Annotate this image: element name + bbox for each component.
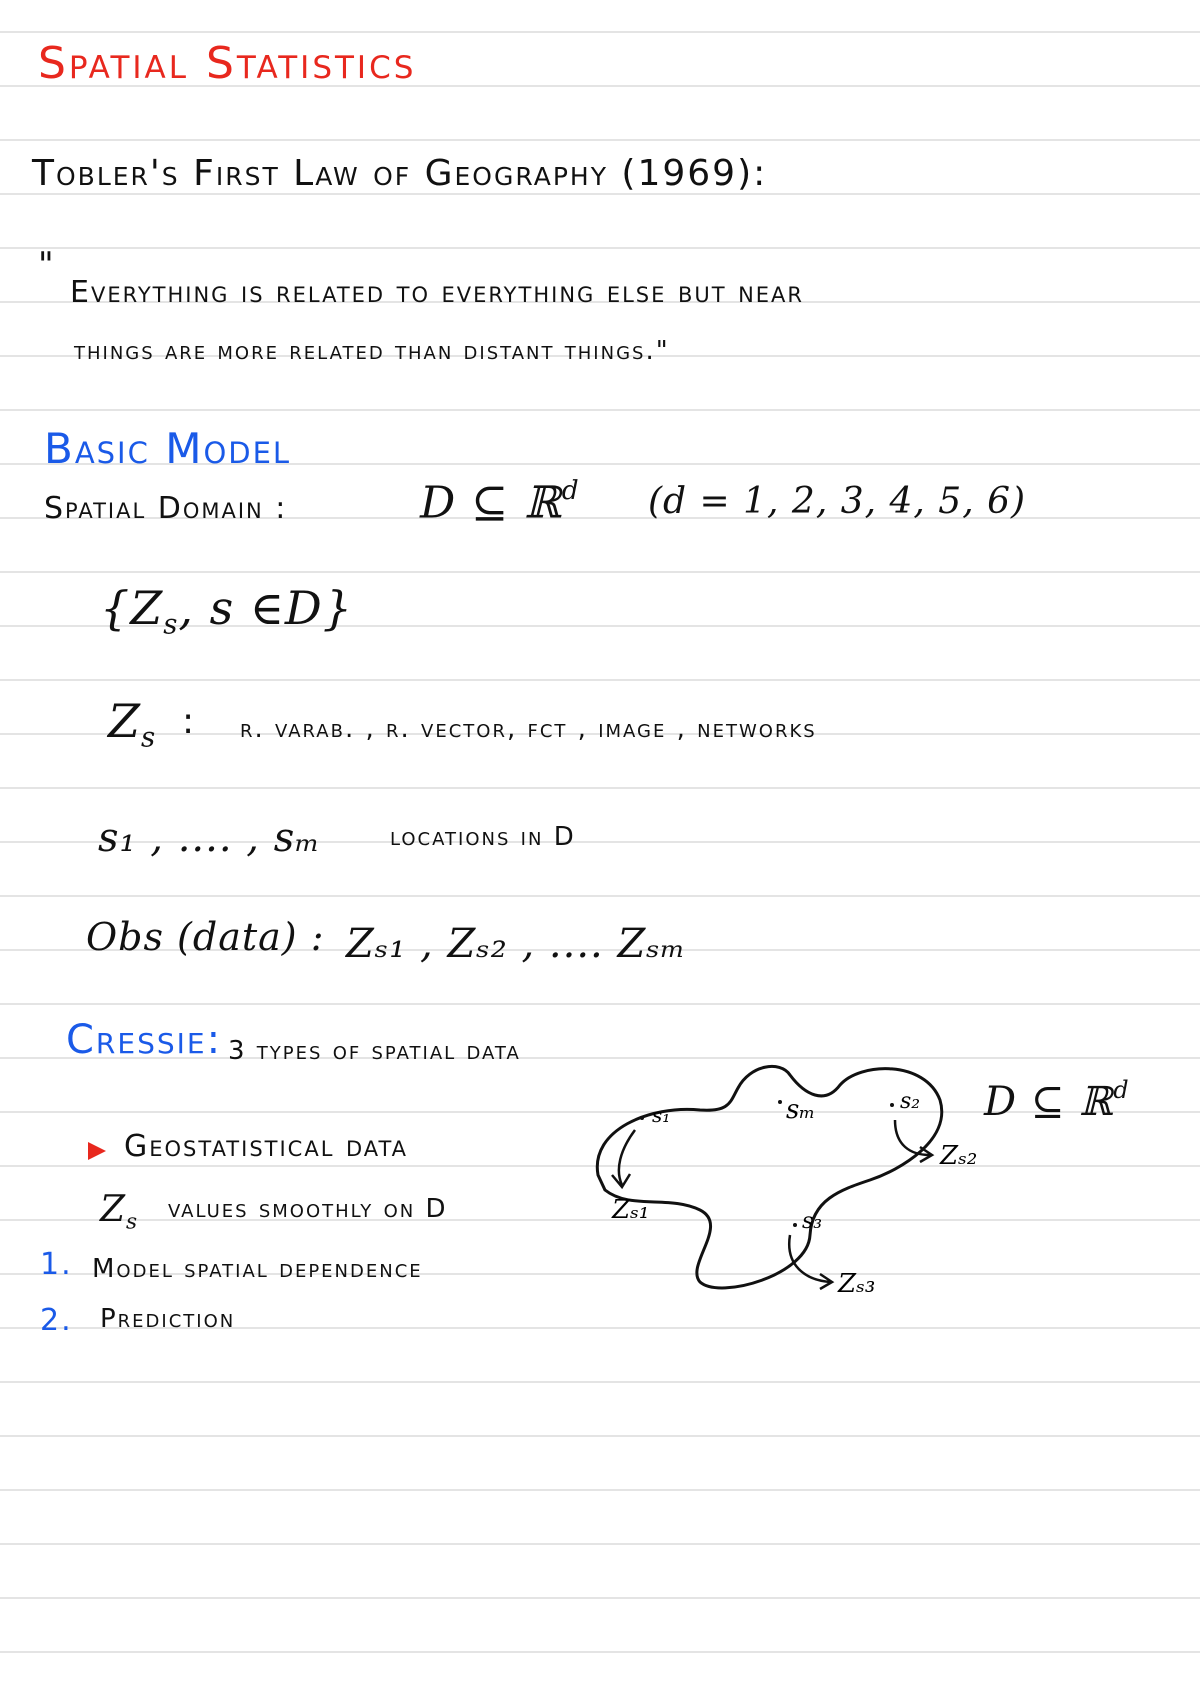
domain-dimensions: (d = 1, 2, 3, 4, 5, 6) bbox=[648, 481, 1027, 522]
zlabel-s2: Zₛ₂ bbox=[940, 1141, 978, 1171]
numbered-2-text: Prediction bbox=[100, 1304, 236, 1334]
numbered-1-num: 1. bbox=[40, 1247, 73, 1282]
spatial-domain-label: Spatial Domain : bbox=[44, 491, 288, 526]
label-sm: sₘ bbox=[786, 1095, 816, 1125]
cressie-description: 3 types of spatial data bbox=[228, 1036, 521, 1066]
tobler-heading: Tobler's First Law of Geography (1969): bbox=[32, 153, 768, 194]
point-s2 bbox=[890, 1103, 894, 1107]
numbered-2-num: 2. bbox=[40, 1303, 73, 1338]
basic-model-heading: Basic Model bbox=[44, 424, 292, 473]
domain-expression-base: D ⊆ ℝ bbox=[420, 477, 562, 529]
point-sm bbox=[778, 1100, 782, 1104]
zs-symbol bbox=[108, 694, 157, 754]
cressie-zs-letter: Z bbox=[100, 1189, 127, 1230]
set-rest: , s ∈D} bbox=[178, 581, 354, 635]
cressie-zs-sub: s bbox=[126, 1209, 139, 1235]
domain-expression bbox=[420, 475, 580, 529]
spatial-domain-diagram bbox=[590, 1060, 1130, 1340]
page-title: Spatial Statistics bbox=[38, 38, 417, 89]
domain-blob bbox=[597, 1066, 941, 1287]
zs-values-text: values smoothly on D bbox=[168, 1194, 448, 1224]
point-s3 bbox=[793, 1223, 797, 1227]
zs-types: r. varab. , r. vector, fct , image , networks bbox=[240, 714, 817, 744]
random-field-set bbox=[100, 581, 354, 641]
label-s2: s₂ bbox=[900, 1089, 921, 1114]
cressie-name: Cressie: bbox=[66, 1017, 223, 1063]
numbered-1-text: Model spatial dependence bbox=[92, 1254, 423, 1284]
zs-letter: Z bbox=[108, 694, 141, 748]
set-open: {Z bbox=[100, 581, 164, 635]
quote-open-mark: " bbox=[38, 245, 55, 285]
domain-expression-sup: d bbox=[561, 475, 580, 506]
point-s1 bbox=[640, 1116, 644, 1120]
zlabel-s1: Zₛ₁ bbox=[612, 1195, 650, 1225]
bullet-geostatistical: Geostatistical data bbox=[124, 1129, 409, 1164]
zs-colon: : bbox=[182, 701, 196, 742]
obs-label: Obs (data) : bbox=[86, 915, 325, 959]
locations-label: locations in D bbox=[390, 822, 576, 852]
label-s1: s₁ bbox=[652, 1103, 671, 1127]
obs-expression: Zₛ₁ , Zₛ₂ , .... Zₛₘ bbox=[346, 921, 687, 967]
cressie-zs-symbol bbox=[100, 1189, 139, 1235]
zs-sub: s bbox=[140, 720, 157, 754]
set-sub: s bbox=[163, 607, 179, 641]
label-s3: s₃ bbox=[802, 1209, 823, 1234]
locations-expression: s₁ , .... , sₘ bbox=[98, 815, 321, 861]
zlabel-s3: Zₛ₃ bbox=[838, 1269, 876, 1299]
quote-line-1: Everything is related to everything else but near bbox=[70, 275, 805, 310]
diagram-domain-base: D ⊆ ℝ bbox=[984, 1078, 1114, 1125]
bullet-icon bbox=[88, 1142, 106, 1160]
quote-line-2: things are more related than distant things." bbox=[74, 336, 670, 366]
diagram-domain-sup: d bbox=[1113, 1076, 1130, 1104]
